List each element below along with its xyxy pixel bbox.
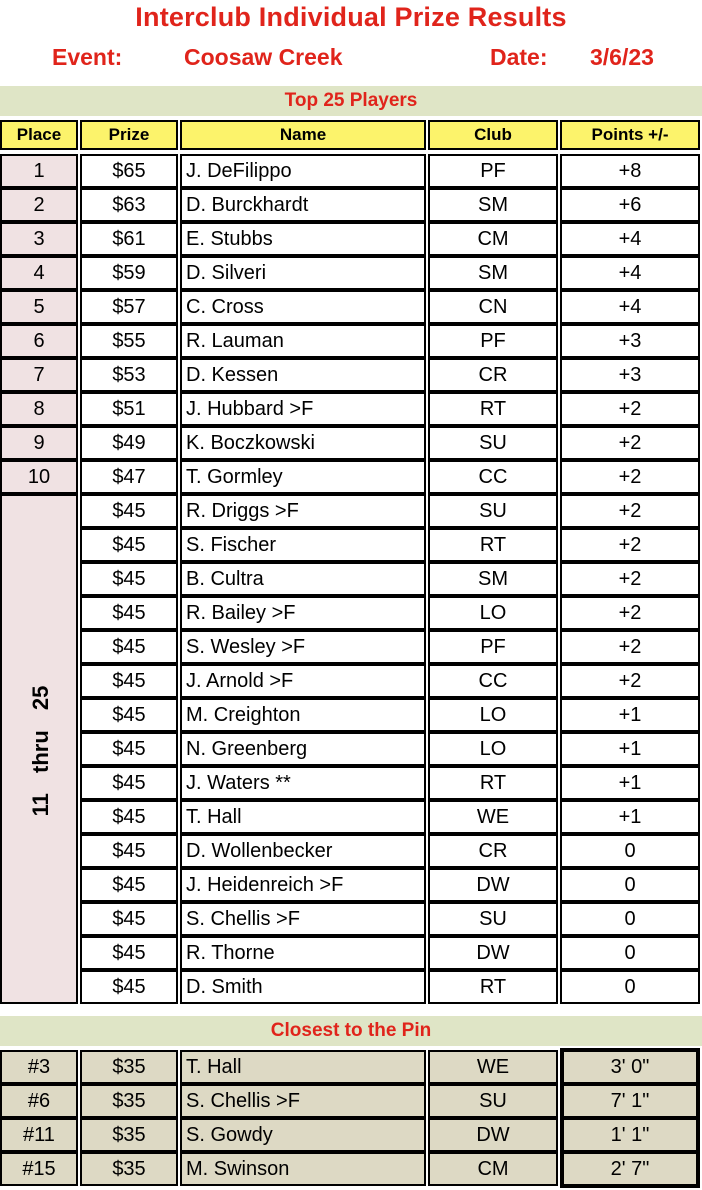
row-2-club: SM xyxy=(428,188,558,222)
pin-row-1-name: T. Hall xyxy=(180,1050,426,1084)
row-9-prize: $49 xyxy=(80,426,178,460)
row-23-points: 0 xyxy=(560,902,700,936)
row-13-prize: $45 xyxy=(80,562,178,596)
row-18-name: N. Greenberg xyxy=(180,732,426,766)
row-9-name: K. Boczkowski xyxy=(180,426,426,460)
pin-row-4-name: M. Swinson xyxy=(180,1152,426,1186)
row-1-points: +8 xyxy=(560,154,700,188)
row-6-points: +3 xyxy=(560,324,700,358)
row-19-club: RT xyxy=(428,766,558,800)
row-15-prize: $45 xyxy=(80,630,178,664)
row-4-name: D. Silveri xyxy=(180,256,426,290)
row-15-name: S. Wesley >F xyxy=(180,630,426,664)
pin-row-2-name: S. Chellis >F xyxy=(180,1084,426,1118)
column-header-place: Place xyxy=(0,120,78,150)
row-3-prize: $61 xyxy=(80,222,178,256)
top25-section-title: Top 25 Players xyxy=(0,86,702,116)
pin-row-1-club: WE xyxy=(428,1050,558,1084)
row-18-club: LO xyxy=(428,732,558,766)
row-20-club: WE xyxy=(428,800,558,834)
pin-row-3-club: DW xyxy=(428,1118,558,1152)
row-25-points: 0 xyxy=(560,970,700,1004)
pin-row-3-distance: 1' 1" xyxy=(562,1118,698,1152)
row-14-club: LO xyxy=(428,596,558,630)
row-6-club: PF xyxy=(428,324,558,358)
pin-row-3-name: S. Gowdy xyxy=(180,1118,426,1152)
row-24-club: DW xyxy=(428,936,558,970)
row-17-name: M. Creighton xyxy=(180,698,426,732)
row-4-club: SM xyxy=(428,256,558,290)
row-14-prize: $45 xyxy=(80,596,178,630)
row-13-name: B. Cultra xyxy=(180,562,426,596)
event-value: Coosaw Creek xyxy=(184,44,343,70)
row-6-place: 6 xyxy=(0,324,78,358)
row-4-prize: $59 xyxy=(80,256,178,290)
pin-row-4-club: CM xyxy=(428,1152,558,1186)
row-10-club: CC xyxy=(428,460,558,494)
row-23-club: SU xyxy=(428,902,558,936)
row-5-club: CN xyxy=(428,290,558,324)
row-7-place: 7 xyxy=(0,358,78,392)
pin-row-2-club: SU xyxy=(428,1084,558,1118)
pin-row-1-hole: #3 xyxy=(0,1050,78,1084)
row-1-place: 1 xyxy=(0,154,78,188)
row-11-points: +2 xyxy=(560,494,700,528)
row-16-club: CC xyxy=(428,664,558,698)
row-11-club: SU xyxy=(428,494,558,528)
column-header-prize: Prize xyxy=(80,120,178,150)
row-14-points: +2 xyxy=(560,596,700,630)
row-1-club: PF xyxy=(428,154,558,188)
row-13-club: SM xyxy=(428,562,558,596)
row-22-points: 0 xyxy=(560,868,700,902)
row-15-club: PF xyxy=(428,630,558,664)
row-3-place: 3 xyxy=(0,222,78,256)
row-3-name: E. Stubbs xyxy=(180,222,426,256)
row-7-club: CR xyxy=(428,358,558,392)
column-header-club: Club xyxy=(428,120,558,150)
row-3-points: +4 xyxy=(560,222,700,256)
row-25-name: D. Smith xyxy=(180,970,426,1004)
row-18-points: +1 xyxy=(560,732,700,766)
date-value: 3/6/23 xyxy=(590,44,654,70)
row-9-club: SU xyxy=(428,426,558,460)
row-2-points: +6 xyxy=(560,188,700,222)
column-header-name: Name xyxy=(180,120,426,150)
row-16-name: J. Arnold >F xyxy=(180,664,426,698)
row-5-place: 5 xyxy=(0,290,78,324)
merged-place-cell xyxy=(0,494,78,1004)
row-19-points: +1 xyxy=(560,766,700,800)
row-22-prize: $45 xyxy=(80,868,178,902)
pin-row-4-hole: #15 xyxy=(0,1152,78,1186)
row-8-points: +2 xyxy=(560,392,700,426)
row-10-place: 10 xyxy=(0,460,78,494)
pin-row-3-prize: $35 xyxy=(80,1118,178,1152)
row-8-prize: $51 xyxy=(80,392,178,426)
row-16-prize: $45 xyxy=(80,664,178,698)
row-20-points: +1 xyxy=(560,800,700,834)
row-12-prize: $45 xyxy=(80,528,178,562)
row-17-club: LO xyxy=(428,698,558,732)
row-8-club: RT xyxy=(428,392,558,426)
row-10-name: T. Gormley xyxy=(180,460,426,494)
row-6-prize: $55 xyxy=(80,324,178,358)
row-11-name: R. Driggs >F xyxy=(180,494,426,528)
row-21-points: 0 xyxy=(560,834,700,868)
row-2-name: D. Burckhardt xyxy=(180,188,426,222)
merged-place-label: 11 thru 25 xyxy=(28,685,53,817)
row-5-name: C. Cross xyxy=(180,290,426,324)
row-7-points: +3 xyxy=(560,358,700,392)
row-1-prize: $65 xyxy=(80,154,178,188)
row-23-name: S. Chellis >F xyxy=(180,902,426,936)
row-22-club: DW xyxy=(428,868,558,902)
row-20-name: T. Hall xyxy=(180,800,426,834)
row-9-place: 9 xyxy=(0,426,78,460)
row-17-prize: $45 xyxy=(80,698,178,732)
event-label: Event: xyxy=(52,44,123,70)
pin-row-1-distance: 3' 0" xyxy=(562,1050,698,1084)
row-7-name: D. Kessen xyxy=(180,358,426,392)
row-5-prize: $57 xyxy=(80,290,178,324)
row-12-club: RT xyxy=(428,528,558,562)
row-12-points: +2 xyxy=(560,528,700,562)
row-7-prize: $53 xyxy=(80,358,178,392)
pin-row-1-prize: $35 xyxy=(80,1050,178,1084)
row-21-prize: $45 xyxy=(80,834,178,868)
row-8-place: 8 xyxy=(0,392,78,426)
row-19-name: J. Waters ** xyxy=(180,766,426,800)
row-10-prize: $47 xyxy=(80,460,178,494)
row-11-prize: $45 xyxy=(80,494,178,528)
row-16-points: +2 xyxy=(560,664,700,698)
row-19-prize: $45 xyxy=(80,766,178,800)
row-2-prize: $63 xyxy=(80,188,178,222)
row-21-name: D. Wollenbecker xyxy=(180,834,426,868)
pin-row-2-prize: $35 xyxy=(80,1084,178,1118)
pin-row-4-prize: $35 xyxy=(80,1152,178,1186)
row-2-place: 2 xyxy=(0,188,78,222)
row-3-club: CM xyxy=(428,222,558,256)
row-12-name: S. Fischer xyxy=(180,528,426,562)
row-8-name: J. Hubbard >F xyxy=(180,392,426,426)
row-25-club: RT xyxy=(428,970,558,1004)
row-5-points: +4 xyxy=(560,290,700,324)
row-22-name: J. Heidenreich >F xyxy=(180,868,426,902)
row-24-points: 0 xyxy=(560,936,700,970)
pin-row-2-distance: 7' 1" xyxy=(562,1084,698,1118)
row-20-prize: $45 xyxy=(80,800,178,834)
page-title: Interclub Individual Prize Results xyxy=(135,2,567,32)
row-14-name: R. Bailey >F xyxy=(180,596,426,630)
row-4-points: +4 xyxy=(560,256,700,290)
pin-row-2-hole: #6 xyxy=(0,1084,78,1118)
row-18-prize: $45 xyxy=(80,732,178,766)
row-6-name: R. Lauman xyxy=(180,324,426,358)
row-21-club: CR xyxy=(428,834,558,868)
pin-row-4-distance: 2' 7" xyxy=(562,1152,698,1186)
column-header-points: Points +/- xyxy=(560,120,700,150)
row-24-prize: $45 xyxy=(80,936,178,970)
row-15-points: +2 xyxy=(560,630,700,664)
row-1-name: J. DeFilippo xyxy=(180,154,426,188)
date-label: Date: xyxy=(490,44,548,70)
row-17-points: +1 xyxy=(560,698,700,732)
row-23-prize: $45 xyxy=(80,902,178,936)
row-13-points: +2 xyxy=(560,562,700,596)
row-25-prize: $45 xyxy=(80,970,178,1004)
row-9-points: +2 xyxy=(560,426,700,460)
pin-row-3-hole: #11 xyxy=(0,1118,78,1152)
row-24-name: R. Thorne xyxy=(180,936,426,970)
row-10-points: +2 xyxy=(560,460,700,494)
row-4-place: 4 xyxy=(0,256,78,290)
closest-pin-section-title: Closest to the Pin xyxy=(0,1016,702,1046)
